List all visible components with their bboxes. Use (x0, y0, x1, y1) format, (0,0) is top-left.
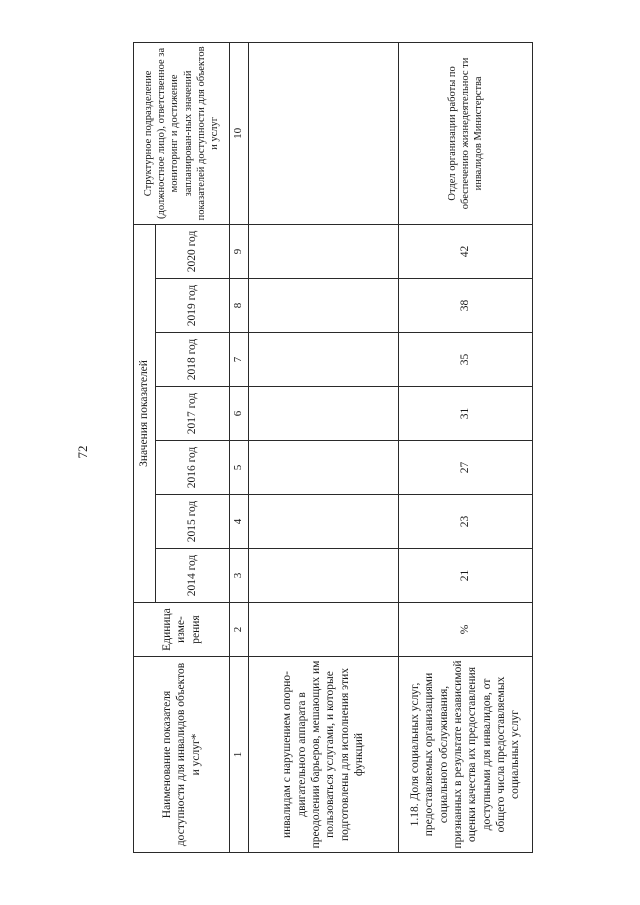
header-year: 2019 год (156, 279, 230, 333)
header-year: 2018 год (156, 333, 230, 387)
row-unit: % (398, 603, 532, 657)
row-value: 27 (398, 441, 532, 495)
header-year: 2020 год (156, 224, 230, 278)
column-number: 8 (230, 279, 249, 333)
header-year: 2014 год (156, 549, 230, 603)
column-number: 3 (230, 549, 249, 603)
header-row-1 (134, 42, 156, 852)
table-row (248, 42, 398, 852)
header-year: 2015 год (156, 495, 230, 549)
row-indicator-name: 1.18. Доля социальных услуг, предоставляемых организациями социального обслуживания, признанных в результате независимой оценки качества их предоставления доступными для инвалидов, от общего числа предоставляемых социальных услуг (398, 657, 532, 853)
row-value (248, 495, 398, 549)
row-value (248, 441, 398, 495)
row-value: 38 (398, 279, 532, 333)
column-number: 4 (230, 495, 249, 549)
column-number: 5 (230, 441, 249, 495)
row-value: 31 (398, 387, 532, 441)
header-values-group: Значения показателей (134, 224, 156, 602)
header-name-cell: Наименование показателя доступности для инвалидов объектов и услуг* (134, 657, 230, 853)
row-value: 23 (398, 495, 532, 549)
column-number: 1 (230, 657, 249, 853)
column-number: 10 (230, 42, 249, 224)
column-number: 2 (230, 603, 249, 657)
header-unit-cell: Единица изме-рения (134, 603, 230, 657)
header-responsible-cell: Структурное подразделение (должностное лицо), ответственное за мониторинг и достижение запланирован-ных значений показателей доступности для объектов и услуг (134, 42, 230, 224)
row-indicator-name: инвалидам с нарушением опорно-двигательного аппарата в преодолении барьеров, мешающих им пользоваться услугами, и которые подготовлены для исполнения этих функций (248, 657, 398, 853)
row-unit (248, 603, 398, 657)
indicators-table (133, 42, 533, 853)
row-responsible: Отдел организации работы по обеспечению жизнедеятельнос ти инвалидов Министерства (398, 42, 532, 224)
row-value: 21 (398, 549, 532, 603)
header-year: 2016 год (156, 441, 230, 495)
header-year: 2017 год (156, 387, 230, 441)
row-value (248, 333, 398, 387)
rotated-landscape-content (75, 37, 565, 867)
page-number: 72 (75, 445, 90, 459)
row-value (248, 279, 398, 333)
row-value: 42 (398, 224, 532, 278)
row-responsible (248, 42, 398, 224)
table-row (398, 42, 532, 852)
column-number: 6 (230, 387, 249, 441)
row-value (248, 387, 398, 441)
column-number-row (230, 42, 249, 852)
row-value (248, 224, 398, 278)
column-number: 7 (230, 333, 249, 387)
row-value (248, 549, 398, 603)
column-number: 9 (230, 224, 249, 278)
row-value: 35 (398, 333, 532, 387)
